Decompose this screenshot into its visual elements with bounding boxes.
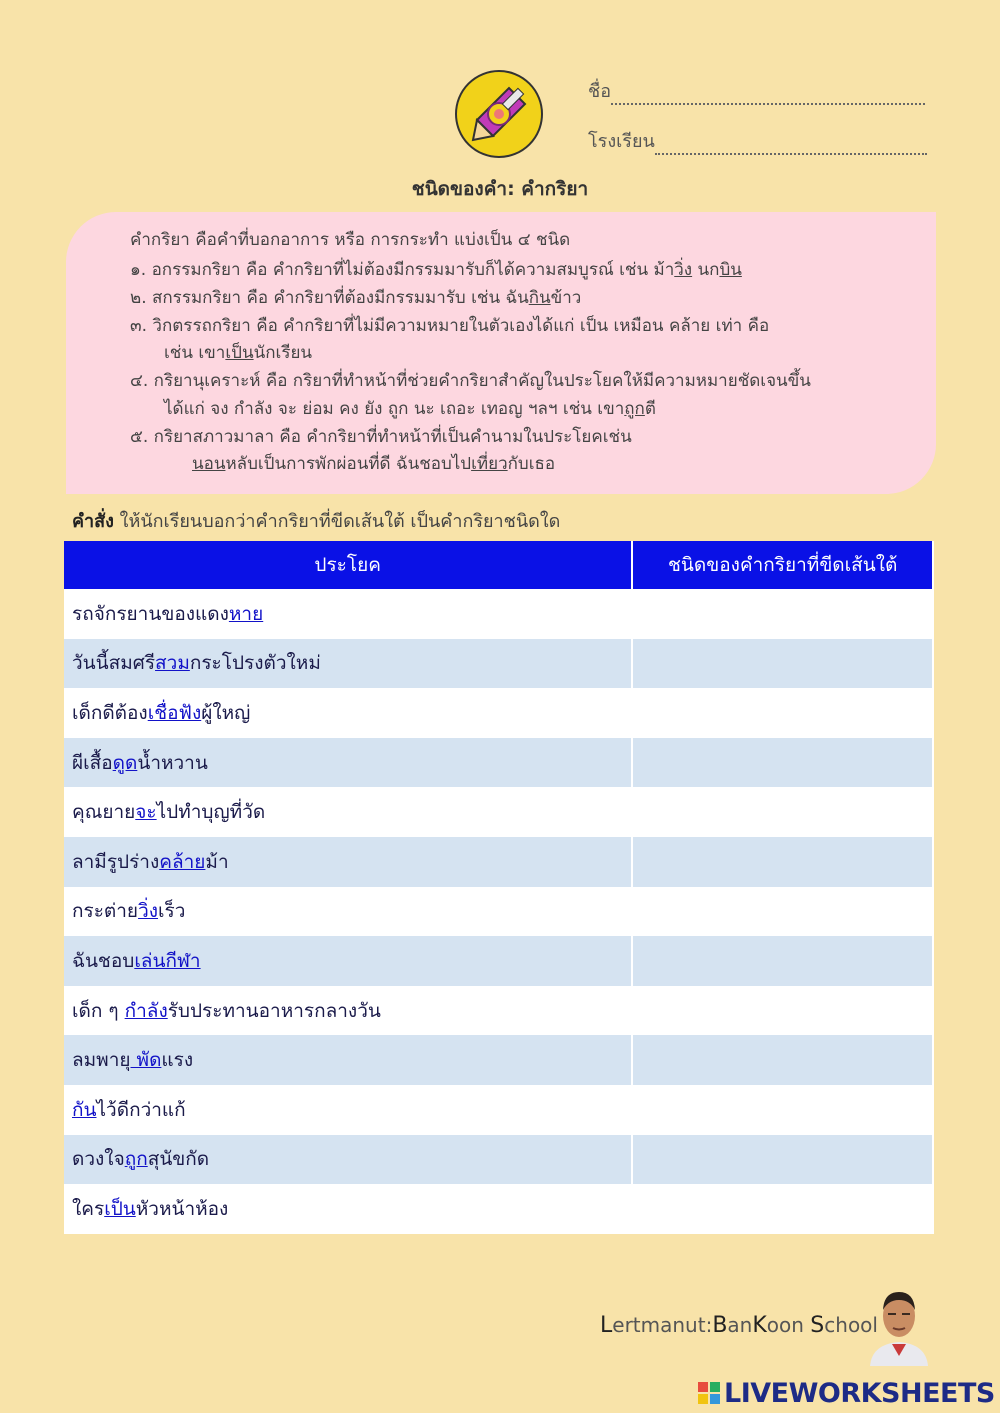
credit-part: S bbox=[810, 1313, 825, 1338]
definition-item-1-text: ๑. อกรรมกริยา คือ คำกริยาที่ไม่ต้องมีกรรมมารับก็ได้ความสมบูรณ์ เช่น ม้า bbox=[130, 260, 675, 280]
answer-cell[interactable] bbox=[632, 787, 933, 837]
sentence-cell bbox=[64, 936, 632, 986]
author-credit bbox=[600, 1313, 878, 1338]
table-row bbox=[64, 837, 933, 887]
answer-cell[interactable] bbox=[632, 1184, 933, 1234]
sentence-text: ลามีรูปร่าง bbox=[72, 850, 160, 873]
table-row bbox=[64, 1035, 933, 1085]
answer-cell[interactable] bbox=[632, 1135, 933, 1185]
definition-item-4-example bbox=[164, 395, 656, 422]
answer-cell[interactable] bbox=[632, 589, 933, 639]
sentence-text: คุณยาย bbox=[72, 801, 136, 824]
definition-item-5-example-word-2: เที่ยว bbox=[471, 454, 508, 474]
sentence-cell bbox=[64, 837, 632, 887]
sentence-cell bbox=[64, 1184, 632, 1234]
credit-part: L bbox=[600, 1313, 613, 1338]
underlined-verb: เล่นกีฬา bbox=[134, 949, 201, 972]
definition-item-2-text-b: ข้าว bbox=[550, 288, 582, 308]
credit-part: chool bbox=[824, 1313, 878, 1337]
definition-item-4-example-text: ได้แก่ จง กำลัง จะ ย่อม คง ยัง ถูก นะ เถอะ เทอญ ฯลฯ เช่น เขา bbox=[164, 399, 625, 419]
definition-item-3-example bbox=[164, 339, 312, 366]
sentence-text: ไว้ดีกว่าแก้ bbox=[96, 1098, 186, 1121]
liveworksheets-live-icon bbox=[698, 1382, 720, 1404]
credit-part: B bbox=[712, 1313, 728, 1338]
definition-item-3: ๓. วิกตรรถกริยา คือ คำกริยาที่ไม่มีความหมายในตัวเองได้แก่ เป็น เหมือน คล้าย เท่า คือ bbox=[130, 316, 770, 336]
sentence-cell bbox=[64, 986, 632, 1036]
answer-cell[interactable] bbox=[632, 1085, 933, 1135]
table-row bbox=[64, 1135, 933, 1185]
underlined-verb: ดูด bbox=[112, 751, 138, 774]
sentence-text: ใคร bbox=[72, 1197, 105, 1220]
definition-item-5-example-text-b: กับเธอ bbox=[507, 454, 556, 474]
underlined-verb: จะ bbox=[135, 801, 157, 824]
credit-part: ertmanut: bbox=[612, 1313, 713, 1337]
sentence-text: ผีเสื้อ bbox=[72, 751, 113, 774]
sentence-cell bbox=[64, 887, 632, 937]
underlined-verb: เป็น bbox=[104, 1197, 136, 1220]
sentence-cell bbox=[64, 589, 632, 639]
credit-part: an bbox=[727, 1313, 753, 1337]
sentence-text: กระต่าย bbox=[72, 900, 139, 923]
table-row bbox=[64, 936, 933, 986]
answer-cell[interactable] bbox=[632, 986, 933, 1036]
sentence-cell bbox=[64, 688, 632, 738]
definition-item-2-text: ๒. สกรรมกริยา คือ คำกริยาที่ต้องมีกรรมมารับ เช่น ฉัน bbox=[130, 288, 529, 308]
name-dotted-line[interactable] bbox=[611, 103, 925, 105]
pencil-flower-logo bbox=[455, 70, 543, 158]
definition-item-1-example-1: วิ่ง bbox=[674, 260, 693, 280]
sentence-text: รับประทานอาหารกลางวัน bbox=[167, 999, 381, 1022]
answer-cell[interactable] bbox=[632, 837, 933, 887]
table-row bbox=[64, 1085, 933, 1135]
sentence-text: กระโปรงตัวใหม่ bbox=[189, 652, 321, 675]
sentence-text: ม้า bbox=[205, 850, 229, 873]
instruction-text: ให้นักเรียนบอกว่าคำกริยาที่ขีดเส้นใต้ เป็นคำกริยาชนิดใด bbox=[113, 511, 561, 532]
sentence-text: สุนัขกัด bbox=[147, 1148, 210, 1171]
sentence-text: เร็ว bbox=[158, 900, 186, 923]
definition-item-4-example-text-b: ตี bbox=[644, 399, 656, 419]
definition-item-3-example-text-b: นักเรียน bbox=[253, 343, 313, 363]
sentence-text: เด็ก ๆ bbox=[72, 999, 125, 1022]
table-row bbox=[64, 787, 933, 837]
sentence-text: รถจักรยานของแดง bbox=[72, 602, 229, 625]
name-label: ชื่อ bbox=[588, 81, 612, 102]
definition-intro: คำกริยา คือคำที่บอกอาการ หรือ การกระทำ แบ่งเป็น ๔ ชนิด bbox=[130, 230, 571, 250]
definition-item-1-text-b: นก bbox=[692, 260, 720, 280]
sentence-cell bbox=[64, 1085, 632, 1135]
instruction bbox=[72, 506, 560, 535]
sentence-text: ดวงใจ bbox=[72, 1148, 125, 1171]
underlined-verb: ถูก bbox=[124, 1148, 148, 1171]
answer-cell[interactable] bbox=[632, 738, 933, 788]
sentence-cell bbox=[64, 639, 632, 689]
answer-cell[interactable] bbox=[632, 936, 933, 986]
answer-cell[interactable] bbox=[632, 688, 933, 738]
definition-item-5-example-text: หลับเป็นการพักผ่อนที่ดี ฉันชอบไป bbox=[225, 454, 472, 474]
underlined-verb: เชื่อฟัง bbox=[147, 701, 202, 724]
credit-part: K bbox=[752, 1313, 767, 1338]
instruction-label: คำสั่ง bbox=[72, 511, 114, 532]
table-row bbox=[64, 589, 933, 639]
sentence-cell bbox=[64, 738, 632, 788]
underlined-verb: คล้าย bbox=[159, 850, 206, 873]
definition-item-1-example-2: บิน bbox=[719, 260, 742, 280]
table-row bbox=[64, 688, 933, 738]
underlined-verb: กำลัง bbox=[124, 999, 168, 1022]
underlined-verb: วิ่ง bbox=[138, 900, 159, 923]
underlined-verb: สวม bbox=[155, 652, 190, 675]
sentence-text: ฉันชอบ bbox=[72, 949, 135, 972]
underlined-verb: พัด bbox=[130, 1049, 162, 1072]
school-field[interactable] bbox=[588, 126, 927, 155]
definition-item-5-example bbox=[192, 450, 555, 477]
column-header-sentence: ประโยค bbox=[64, 541, 632, 589]
table-row bbox=[64, 986, 933, 1036]
sentence-text: แรง bbox=[161, 1049, 194, 1072]
sentence-text: ผู้ใหญ่ bbox=[201, 701, 251, 724]
school-dotted-line[interactable] bbox=[655, 153, 927, 155]
table-row bbox=[64, 887, 933, 937]
sentence-text: วันนี้สมศรี bbox=[72, 652, 156, 675]
answer-cell[interactable] bbox=[632, 887, 933, 937]
table-row bbox=[64, 738, 933, 788]
teacher-photo bbox=[866, 1286, 932, 1366]
definition-item-2 bbox=[130, 284, 581, 311]
credit-part: oon bbox=[766, 1313, 811, 1337]
school-label: โรงเรียน bbox=[588, 131, 655, 152]
sentence-text: ลมพายุ bbox=[72, 1049, 131, 1072]
definition-item-3-example-text: เช่น เขา bbox=[164, 343, 226, 363]
sentence-cell bbox=[64, 1135, 632, 1185]
definition-item-4-example-word: ถูก bbox=[624, 399, 645, 419]
sentence-cell bbox=[64, 1035, 632, 1085]
exercise-table bbox=[64, 541, 934, 1234]
column-header-verb-type: ชนิดของคำกริยาที่ขีดเส้นใต้ bbox=[632, 541, 933, 589]
answer-cell[interactable] bbox=[632, 1035, 933, 1085]
definition-item-3-example-word: เป็น bbox=[225, 343, 254, 363]
sentence-cell bbox=[64, 787, 632, 837]
answer-cell[interactable] bbox=[632, 639, 933, 689]
table-row bbox=[64, 639, 933, 689]
page-title: ชนิดของคำ: คำกริยา bbox=[411, 178, 589, 200]
definition-item-5: ๕. กริยาสภาวมาลา คือ คำกริยาที่ทำหน้าที่เป็นคำนามในประโยคเช่น bbox=[130, 427, 632, 447]
table-header-row bbox=[64, 541, 933, 589]
definition-item-1 bbox=[130, 256, 742, 283]
definition-item-4: ๔. กริยานุเคราะห์ คือ กริยาที่ทำหน้าที่ช่วยคำกริยาสำคัญในประโยคให้มีความหมายชัดเจนขึ้น bbox=[130, 371, 811, 391]
sentence-text: เด็กดีต้อง bbox=[72, 701, 148, 724]
underlined-verb: หาย bbox=[228, 602, 264, 625]
underlined-verb: กัน bbox=[72, 1098, 97, 1121]
definition-item-2-example: กิน bbox=[528, 288, 551, 308]
name-field[interactable] bbox=[588, 76, 925, 105]
sentence-text: น้ำหวาน bbox=[137, 751, 208, 774]
definition-item-5-example-word-1: นอน bbox=[192, 454, 226, 474]
table-row bbox=[64, 1184, 933, 1234]
liveworksheets-brand: LIVEWORKSHEETS bbox=[724, 1378, 995, 1409]
sentence-text: ไปทำบุญที่วัด bbox=[156, 801, 266, 824]
sentence-text: หัวหน้าห้อง bbox=[135, 1197, 229, 1220]
